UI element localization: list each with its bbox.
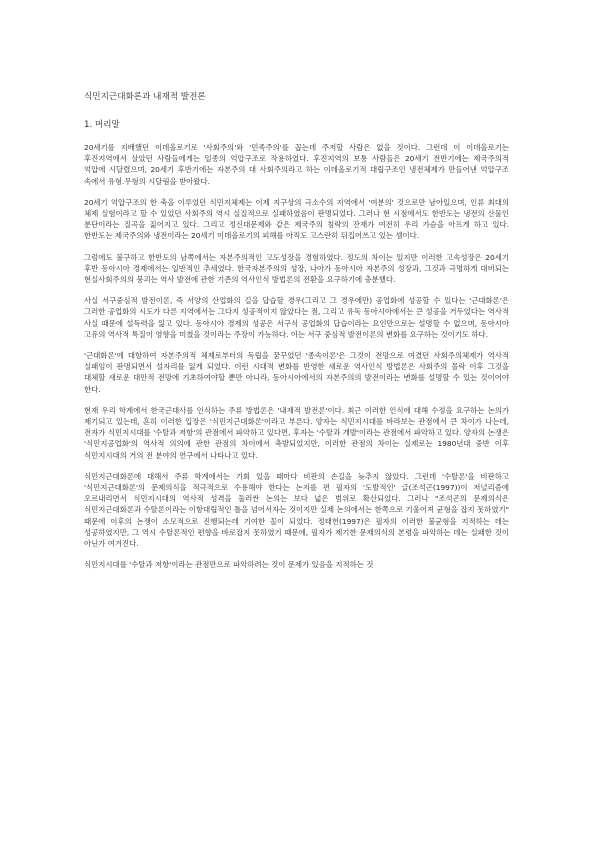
- document-page: [84, 91, 509, 581]
- document-title: 식민지근대화론과 내재적 발전론: [84, 92, 206, 102]
- paragraph: 현재 우리 학계에서 한국근대사를 인식하는 주류 방법론은 '내재적 발전론'이다. 최근 이러한 인식에 대해 수정을 요구하는 논의가 제기되고 있는데, 흔히 이러한 입장은 '식민지근대화론'이라고 부른다. 양자는 식민지시대를 바라보는 관점에서 큰 차이가 나는데, 전자가 식민지시대를 '수탈과 저항'의 관점에서 파악하고 있다면, 후자는 '수탈과 개발'이라는 관점에서 파악하고 있다. 양자의 논쟁은 '식민지공업화'의 역사적 의의에 관한 관점의 차이에서 촉발되었지만, 이러한 관점의 차이는 실제로는 1980년대 중반 이후 식민지시대의 거의 전 분야의 연구에서 나타나고 있다.: [84, 405, 509, 460]
- paragraph: 20세기 억압구조의 한 축을 이루었던 식민지체제는 이제 지구상의 극소수의 지역에서 '여분의' 것으로만 남아있으며, 인류 최대의 체제 실험이라고 할 수 있었던 사회주의 역시 실질적으로 실패하였음이 판명되었다. 그러나 현 시점에서도 한반도는 냉전의 산물인 분단이라는 질곡을 짊어지고 있다. 그리고 정신대문제와 같은 제국주의 침략의 잔재가 여전히 우리 가슴을 아프게 하고 있다. 한반도는 제국주의와 냉전이라는 20세기 이데올로기의 피해를 아직도 고스란히 뒤집어쓰고 있는 셈이다.: [84, 197, 509, 241]
- paragraph: 식민지시대를 '수탈과 저항'이라는 관점만으로 파악하려는 것이 문제가 있음을 지적하는 것: [84, 560, 374, 570]
- paragraph: 식민지근대화론에 대해서 주류 학계에서는 기회 있을 때마다 비판의 손길을 늦추지 않았다. 그런데 '수탈론'을 비판하고 '식민지근대화론'의 문제의식을 적극적으로 수용해야 한다는 논지를 편 필자의 '도발적인' 글(조석곤(1997))이 저널리즘에 오르내리면서 식민지시대의 역사적 성격을 둘러싼 논의는 보다 넓은 범위로 확산되었다. 그러나 "조석곤의 문제의식은 식민지근대화론과 수탈론이라는 이항대립적인 틀을 넘어서자는 것이지만 실제 논의에서는 한쪽으로 기울어져 균형을 잡지 못하였기" 때문에 이후의 논쟁이 소모적으로 진행되는데 기여한 꼴이 되었다. 정태헌(1997)은 필자의 이러한 불균형을 지적하는 데는 성공하였지만, 그 역시 수탈론적인 편향을 바로잡지 못하였기 때문에, 필자가 제기한 문제의식의 본령을 파악하는 데는 실패한 것이 아닌가 여겨진다.: [84, 471, 509, 549]
- section-heading: 1. 머리말: [84, 120, 120, 130]
- paragraph: '근대화론'에 대항하여 자본주의적 체제로부터의 독립을 꿈꾸었던 '종속이론'은 그것이 전망으로 여겼던 사회주의체제가 역사적 실패임이 판명되면서 설자리를 잃게 되었다. 이런 시대적 변화를 반영한 새로운 역사인식 방법론은 사회주의 몰락 이후 그것을 대체할 새로운 대안적 전망에 기초하여야할 뿐만 아니라, 동아시아에서의 자본주의의 발전이라는 변화를 설명할 수 있는 것이어야 한다.: [84, 351, 509, 394]
- paragraph: 그럼에도 불구하고 한반도의 남쪽에서는 자본주의적인 고도성장을 경험하였다. 정도의 차이는 있지만 이러한 고속성장은 20세기 후반 동아시아 경제에서는 일반적인 추세였다. 한국자본주의의 성장, 나아가 동아시아 자본주의 성장과, 그것과 극명하게 대비되는 현실사회주의의 붕괴는 역사 발전에 관한 기존의 역사인식 방법론의 전환을 요구하기에 충분했다.: [84, 252, 509, 285]
- paragraph: 20세기를 지배했던 이데올로기로 '사회주의'와 '민족주의'를 꼽는데 주저할 사람은 없을 것이다. 그런데 이 이데올로기는 후진지역에서 살았던 사람들에게는 일종의 억압구조로 작용하였다. 후진지역의 보통 사람들은 20세기 전반기에는 제국주의적 억압에 시달렸으며, 20세기 후반기에는 자본주의 대 사회주의라고 하는 이데올로기적 대립구조인 냉전체제가 만들어낸 억압구조 속에서 유형.무형의 시달림을 받아왔다.: [84, 143, 509, 186]
- paragraph: 사실 서구중심적 발전이론, 즉 서양의 산업화의 길을 답습할 경우(그리고 그 경우에만) 공업화에 성공할 수 있다는 '근대화론'은 그러한 공업화의 시도가 다른 지역에서는 그다지 성공적이지 않았다는 점, 그리고 유독 동아시아에서는 큰 성공을 거두었다는 역사적 사실 때문에 설득력을 잃고 있다. 동아시아 경제의 성공은 서구식 공업화의 답습이라는 요인만으로는 설명할 수 없으며, 동아시아 고유의 역사적 특질이 영향을 미쳤을 것이라는 주장이 가능하다. 이는 서구 중심적 발전이론의 변화를 요구하는 것이기도 하다.: [84, 296, 509, 339]
